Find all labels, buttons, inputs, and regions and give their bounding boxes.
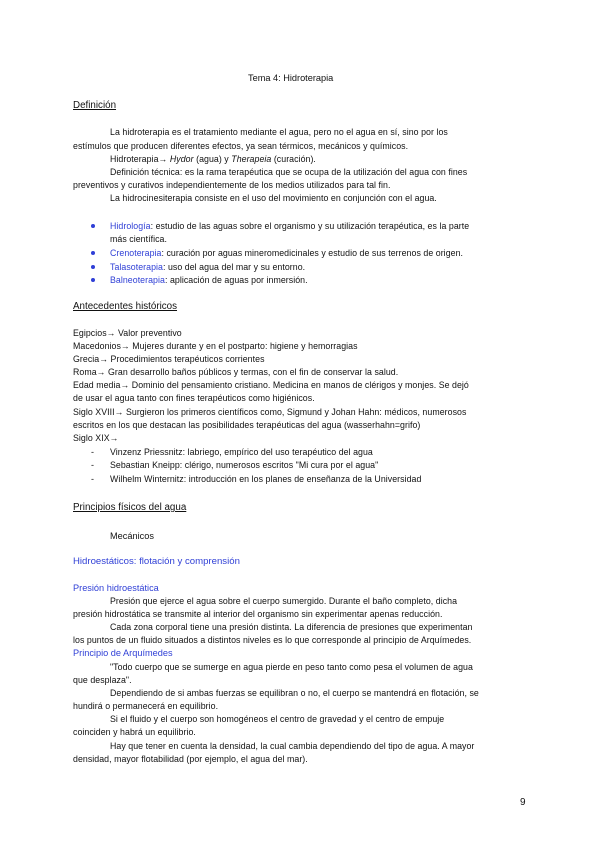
def-paragraph-line-1: La hidroterapia es el tratamiento mediante el agua, pero no el agua en sí, sino por los — [110, 127, 448, 137]
heading-principios: Principios físicos del agua — [73, 502, 187, 513]
presion-line-1: Presión que ejerce el agua sobre el cuerpo sumergido. Durante el baño completo, dicha — [110, 596, 458, 606]
term-hidrologia: Hidrología — [110, 221, 151, 231]
etymology-line — [110, 153, 316, 165]
bullet-item-hidrologia — [110, 220, 469, 232]
subheading-hidroestaticos: Hidroestáticos: flotación y comprensión — [73, 556, 240, 567]
bullet-item-balneoterapia — [110, 274, 308, 286]
equilibrio-line-2: hundirá o permanecerá en equilibrio. — [73, 701, 219, 711]
bullet-item-talasoterapia — [110, 261, 305, 273]
history-line: de usar el agua tanto con fines terapéuticos como higiénicos. — [73, 393, 315, 403]
history-line: escritos en los que destacan las posibilidades terapéuticas del agua (wasserhahn=grifo) — [73, 420, 421, 430]
title-presion: Presión hidroestática — [73, 583, 159, 593]
bullet-text: : aplicación de aguas por inmersión. — [164, 275, 308, 285]
heading-definicion: Definición — [73, 100, 117, 111]
densidad-line-1: Hay que tener en cuenta la densidad, la cual cambia dependiendo del tipo de agua. A mayor — [110, 741, 475, 751]
dash-item: Vinzenz Priessnitz: labriego, empírico del uso terapéutico del agua — [110, 447, 373, 457]
bullet-icon — [91, 265, 95, 269]
tech-def-line-2: preventivos y curativos independientemente de los medios utilizados para tal fin. — [73, 180, 391, 190]
history-line: Siglo XVIII→ Surgieron los primeros científicos como, Sigmund y Johan Hahn: médicos, numerosos — [73, 407, 467, 417]
bullet-icon — [91, 224, 95, 228]
homogeneo-line-1: Si el fluido y el cuerpo son homogéneos el centro de gravedad y el centro de empuje — [110, 714, 445, 724]
history-line: Grecia→ Procedimientos terapéuticos corrientes — [73, 354, 265, 364]
history-line: Macedonios→ Mujeres durante y en el postparto: higiene y hemorragias — [73, 341, 358, 351]
heading-antecedentes: Antecedentes históricos — [73, 301, 178, 312]
hidrocinesiterapia-line: La hidrocinesiterapia consiste en el uso del movimiento en conjunción con el agua. — [110, 193, 437, 203]
term-crenoterapia: Crenoterapia — [110, 248, 162, 258]
etymology-e: (curación). — [271, 154, 316, 164]
history-line: Egipcios→ Valor preventivo — [73, 328, 182, 338]
history-line: Roma→ Gran desarrollo baños públicos y termas, con el fin de conservar la salud. — [73, 367, 399, 377]
history-line: Edad media→ Dominio del pensamiento cristiano. Medicina en manos de clérigos y monjes. Se dejó — [73, 380, 469, 390]
etymology-therapeia: Therapeia — [231, 154, 272, 164]
zona-line-2: los puntos de un fluido situados a distintos niveles es lo que corresponde al principio de Arquímedes. — [73, 635, 472, 645]
arquimedes-line-1: "Todo cuerpo que se sumerge en agua pierde en peso tanto como pesa el volumen de agua — [110, 662, 473, 672]
subheading-mecanicos: Mecánicos — [110, 531, 154, 541]
bullet-icon — [91, 278, 95, 282]
arquimedes-line-2: que desplaza". — [73, 675, 132, 685]
etymology-a: Hidroterapia→ — [110, 154, 170, 164]
bullet-text: : estudio de las aguas sobre el organismo y su utilización terapéutica, es la parte — [150, 221, 470, 231]
history-line: Siglo XIX→ — [73, 433, 119, 443]
dash-item: Wilhelm Winternitz: introducción en los planes de enseñanza de la Universidad — [110, 474, 422, 484]
def-paragraph-line-2: estímulos que producen diferentes efectos, ya sean térmicos, mecánicos y químicos. — [73, 141, 409, 151]
document-title: Tema 4: Hidroterapia — [248, 73, 334, 83]
dash-marker: - — [91, 474, 94, 484]
dash-marker: - — [91, 460, 94, 470]
zona-line-1: Cada zona corporal tiene una presión distinta. La diferencia de presiones que experimentan — [110, 622, 473, 632]
homogeneo-line-2: coinciden y habrá un equilibrio. — [73, 727, 196, 737]
presion-line-2: presión hidrostática se transmite al interior del organismo sin experimentar apenas reducción. — [73, 609, 443, 619]
bullet-text: : uso del agua del mar y su entorno. — [162, 262, 306, 272]
bullet-icon — [91, 251, 95, 255]
equilibrio-line-1: Dependiendo de si ambas fuerzas se equilibran o no, el cuerpo se mantendrá en flotación, se — [110, 688, 479, 698]
bullet-item-hidrologia-cont: más científica. — [110, 234, 167, 244]
etymology-c: (agua) y — [193, 154, 232, 164]
tech-def-line-1: Definición técnica: es la rama terapéutica que se ocupa de la utilización del agua con fines — [110, 167, 468, 177]
dash-item: Sebastian Kneipp: clérigo, numerosos escritos "Mi cura por el agua" — [110, 460, 379, 470]
densidad-line-2: densidad, mayor flotabilidad (por ejemplo, el agua del mar). — [73, 754, 308, 764]
bullet-item-crenoterapia — [110, 247, 463, 259]
dash-marker: - — [91, 447, 94, 457]
term-balneoterapia: Balneoterapia — [110, 275, 165, 285]
etymology-hydor: Hydor — [169, 154, 194, 164]
title-arquimedes: Principio de Arquímedes — [73, 648, 173, 658]
page-number: 9 — [520, 797, 526, 808]
bullet-text: : curación por aguas mineromedicinales y estudio de sus terrenos de origen. — [161, 248, 464, 258]
term-talasoterapia: Talasoterapia — [110, 262, 163, 272]
